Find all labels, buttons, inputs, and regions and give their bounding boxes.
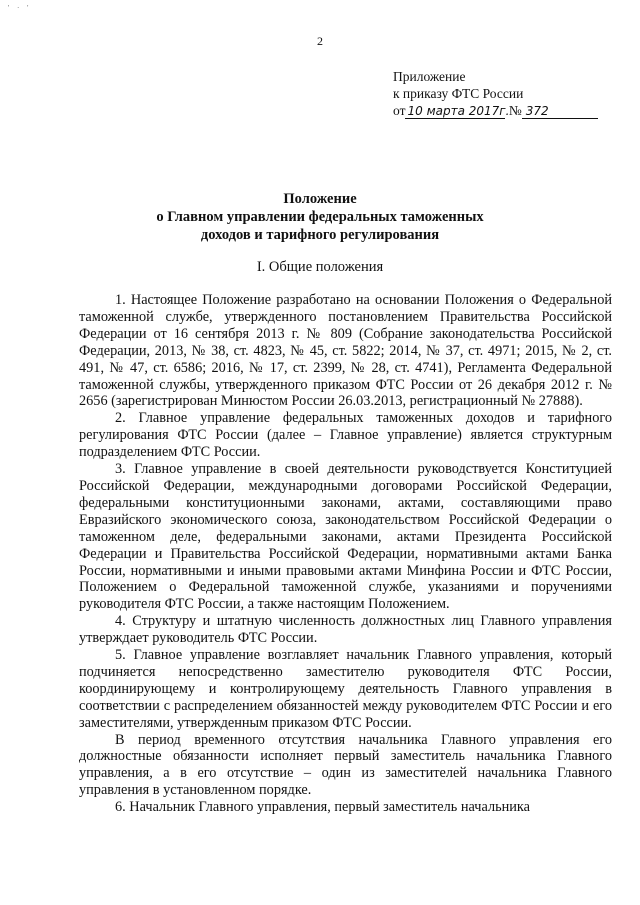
paragraph: В период временного отсутствия начальника Главного управления его должностные обязанности исполняет первый заместитель начальника Главного управления, а в его отсутствие – один из заместителей начальника Главного управления в установленном порядке. [79,731,612,799]
appendix-number-label: № [508,103,522,118]
paragraph: 2. Главное управление федеральных таможенных доходов и тарифного регулирования ФТС России (далее – Главное управление) является структурным подразделением ФТС России. [79,410,612,461]
document-body [79,292,612,816]
appendix-date-line [393,102,598,119]
appendix-date: 10 марта 2017г. [407,104,510,118]
appendix-from-label: от [393,103,406,118]
scan-corner-marks: ' · ' [8,4,32,12]
paragraph: 4. Структуру и штатную численность должностных лиц Главного управления утверждает руководитель ФТС России. [79,613,612,647]
appendix-block [393,68,598,119]
paragraph: 3. Главное управление в своей деятельности руководствуется Конституцией Российской Федерации, международными договорами Российской Федерации, федеральными конституционными законами, актами, составляющими право Евразийского экономического союза, законодательством Российской Федерации о таможенном деле, федеральными законами, актами Президента Российской Федерации и Правительства Российской Федерации, нормативными актами Банка России, нормативными и иными правовыми актами Минфина России и ФТС России, Положением о Федеральной таможенной службе, указаниями и поручениями руководителя ФТС России, а также настоящим Положением. [79,461,612,613]
title-line-1: Положение [283,191,357,207]
appendix-number: 372 [522,104,598,119]
title-line-3: доходов и тарифного регулирования [200,227,440,243]
paragraph: 6. Начальник Главного управления, первый заместитель начальника [115,799,530,816]
paragraph: 1. Настоящее Положение разработано на основании Положения о Федеральной таможенной службе, утвержденного постановлением Правительства Российской Федерации от 16 сентября 2013 г. № 809 (Собрание законодательства Российской Федерации, 2013, № 38, ст. 4823, № 45, ст. 5822; 2014, № 37, ст. 4971; 2015, № 2, ст. 491, № 47, ст. 6586; 2016, № 17, ст. 2399, № 28, ст. 4741), Регламента Федеральной таможенной службы, утвержденного приказом ФТС России от 26 декабря 2012 г. № 2656 (зарегистрирован Минюстом России 26.03.2013, регистрационный № 27888). [79,292,612,410]
section-heading: I. Общие положения [256,259,384,275]
appendix-label: Приложение [393,69,466,84]
paragraph: 5. Главное управление возглавляет начальник Главного управления, который подчиняется непосредственно заместителю руководителя ФТС России, координирующему и контролирующему деятельность Главного управления в соответствии с распределением обязанностей между руководителем ФТС России и его заместителями, утвержденным приказом ФТС России. [79,647,612,731]
page-number: 2 [317,34,323,48]
title-line-2: о Главном управлении федеральных таможенных [156,209,484,225]
appendix-order-ref: к приказу ФТС России [393,86,524,101]
document-title [0,190,640,244]
